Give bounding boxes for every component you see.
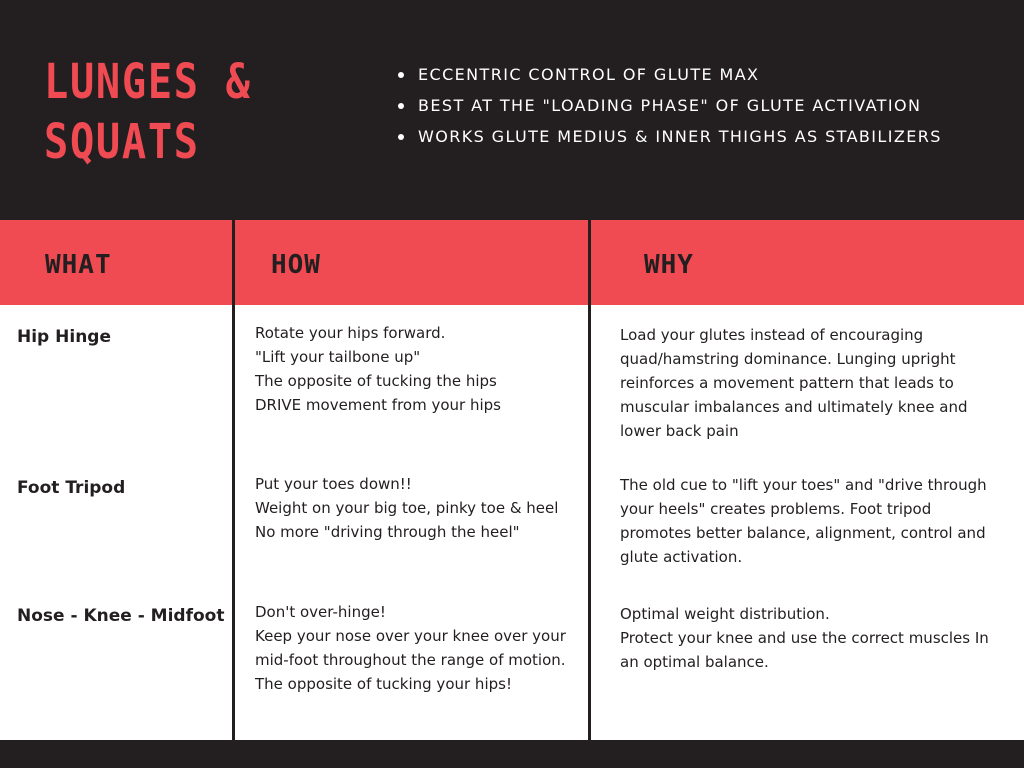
row-why-nose-knee-midfoot [620, 602, 989, 674]
row-label-hip-hinge: Hip Hinge [17, 327, 111, 347]
column-header-what: WHAT [45, 250, 112, 280]
how-line: mid-foot throughout the range of motion. [255, 651, 566, 669]
how-line: No more "driving through the heel" [255, 523, 520, 541]
column-header-why: WHY [644, 250, 694, 280]
benefit-item: ECCENTRIC CONTROL OF GLUTE MAX [398, 62, 942, 93]
why-line: muscular imbalances and ultimately knee and [620, 398, 968, 416]
how-line: Don't over-hinge! [255, 603, 386, 621]
how-line: Put your toes down!! [255, 475, 412, 493]
why-line: an optimal balance. [620, 653, 769, 671]
why-line: Optimal weight distribution. [620, 605, 830, 623]
row-how-foot-tripod [255, 472, 558, 544]
why-line: Load your glutes instead of encouraging [620, 326, 924, 344]
row-label-nose-knee-midfoot: Nose - Knee - Midfoot [17, 606, 225, 626]
benefit-item: WORKS GLUTE MEDIUS & INNER THIGHS AS STABILIZERS [398, 124, 942, 155]
column-header-how: HOW [271, 250, 321, 280]
column-divider [232, 220, 235, 740]
how-line: Keep your nose over your knee over your [255, 627, 566, 645]
how-line: The opposite of tucking your hips! [255, 675, 512, 693]
title-line-1: LUNGES & [44, 54, 252, 110]
benefit-item: BEST AT THE "LOADING PHASE" OF GLUTE ACTIVATION [398, 93, 942, 124]
row-why-hip-hinge [620, 323, 967, 443]
how-line: "Lift your tailbone up" [255, 348, 421, 366]
row-how-nose-knee-midfoot [255, 600, 566, 696]
why-line: promotes better balance, alignment, control and [620, 524, 986, 542]
how-line: Rotate your hips forward. [255, 324, 446, 342]
page-title [44, 52, 252, 172]
title-line-2: SQUATS [44, 114, 200, 170]
why-line: lower back pain [620, 422, 739, 440]
how-line: The opposite of tucking the hips [255, 372, 497, 390]
how-line: DRIVE movement from your hips [255, 396, 501, 414]
column-divider [588, 220, 591, 740]
why-line: The old cue to "lift your toes" and "drive through [620, 476, 987, 494]
row-label-foot-tripod: Foot Tripod [17, 478, 126, 498]
how-line: Weight on your big toe, pinky toe & heel [255, 499, 559, 517]
why-line: your heels" creates problems. Foot tripod [620, 500, 932, 518]
why-line: glute activation. [620, 548, 743, 566]
row-how-hip-hinge [255, 321, 501, 417]
why-line: Protect your knee and use the correct muscles In [620, 629, 989, 647]
row-why-foot-tripod [620, 473, 987, 569]
footer-bar [0, 740, 1024, 768]
why-line: reinforces a movement pattern that leads to [620, 374, 954, 392]
benefits-list [398, 62, 942, 155]
why-line: quad/hamstring dominance. Lunging upright [620, 350, 956, 368]
table-header [0, 220, 1024, 305]
